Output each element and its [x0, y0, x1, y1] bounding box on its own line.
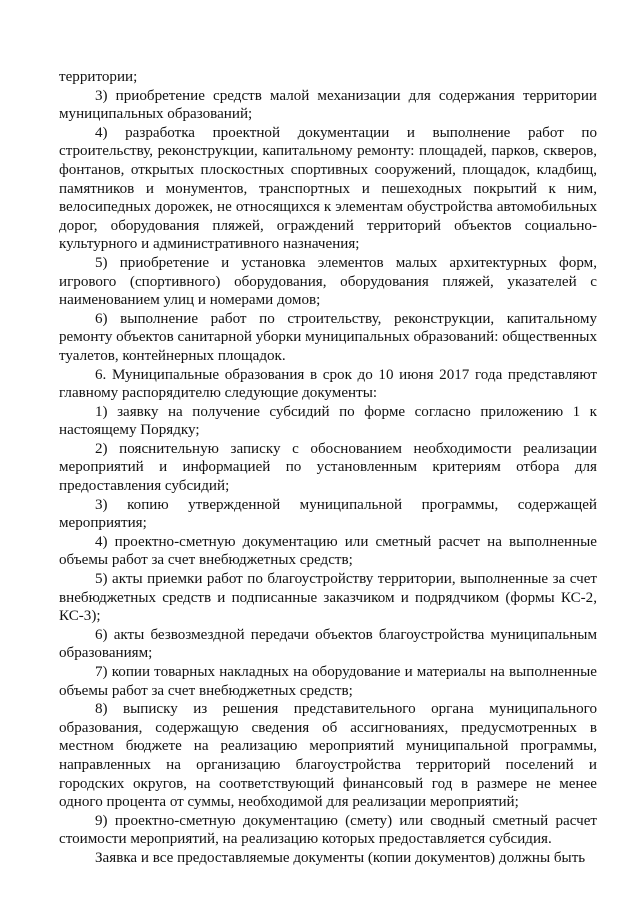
paragraph-doc-2: 2) пояснительную записку с обоснованием необходимости реализации мероприятий и информацией по установленным критериям отбора для предоставления субсидий; — [59, 440, 597, 495]
paragraph-item-4: 4) разработка проектной документации и выполнение работ по строительству, реконструкции, капитальному ремонту: площадей, парков, скверов, фонтанов, открытых плоскостных спортивных сооружений, площадок, кладбищ, памятников и монументов, транспортных и пешеходных покрытий к ним, велосипедных дорожек, не относящихся к элементам обустройства автомобильных дорог, оборудования пляжей, ограждений территорий объектов социально-культурного и административного назначения; — [59, 124, 597, 253]
paragraph-doc-1: 1) заявку на получение субсидий по форме согласно приложению 1 к настоящему Порядку; — [59, 403, 597, 439]
paragraph-application-note: Заявка и все предоставляемые документы (копии документов) должны быть — [95, 849, 586, 866]
paragraph-item-5: 5) приобретение и установка элементов малых архитектурных форм, игрового (спортивного) оборудования, оборудования пляжей, указателей с наименованием улиц и номерами домов; — [59, 254, 597, 309]
paragraph-section-6: 6. Муниципальные образования в срок до 10 июня 2017 года представляют главному распорядителю следующие документы: — [59, 366, 597, 402]
paragraph-continuation: территории; — [59, 69, 138, 85]
paragraph-doc-8: 8) выписку из решения представительного органа муниципального образования, содержащую сведения об ассигнованиях, предусмотренных в местном бюджете на реализацию мероприятий муниципальной программы, направленных на организацию благоустройства территорий поселений и городских округов, на соответствующий финансовый год в размере не менее одного процента от суммы, необходимой для реализации мероприятий; — [59, 701, 597, 811]
paragraph-doc-4: 4) проектно-сметную документацию или сметный расчет на выполненные объемы работ за счет внебюджетных средств; — [59, 533, 597, 569]
paragraph-item-6: 6) выполнение работ по строительству, реконструкции, капитальному ремонту объектов санитарной уборки муниципальных образований: общественных туалетов, контейнерных площадок. — [59, 310, 597, 364]
document-page — [59, 68, 597, 868]
paragraph-doc-6: 6) акты безвозмездной передачи объектов благоустройства муниципальным образованиям; — [59, 626, 597, 662]
paragraph-doc-9: 9) проектно-сметную документацию (смету) или сводный сметный расчет стоимости мероприятий, на реализацию которых предоставляется субсидия. — [59, 812, 597, 848]
paragraph-doc-3: 3) копию утвержденной муниципальной программы, содержащей мероприятия; — [59, 496, 597, 532]
paragraph-doc-7: 7) копии товарных накладных на оборудование и материалы на выполненные объемы работ за счет внебюджетных средств; — [59, 664, 597, 699]
paragraph-item-3: 3) приобретение средств малой механизации для содержания территории муниципальных образований; — [59, 87, 597, 123]
paragraph-doc-5: 5) акты приемки работ по благоустройству территории, выполненные за счет внебюджетных средств и подписанные заказчиком и подрядчиком (формы КС-2, КС-3); — [59, 571, 597, 625]
